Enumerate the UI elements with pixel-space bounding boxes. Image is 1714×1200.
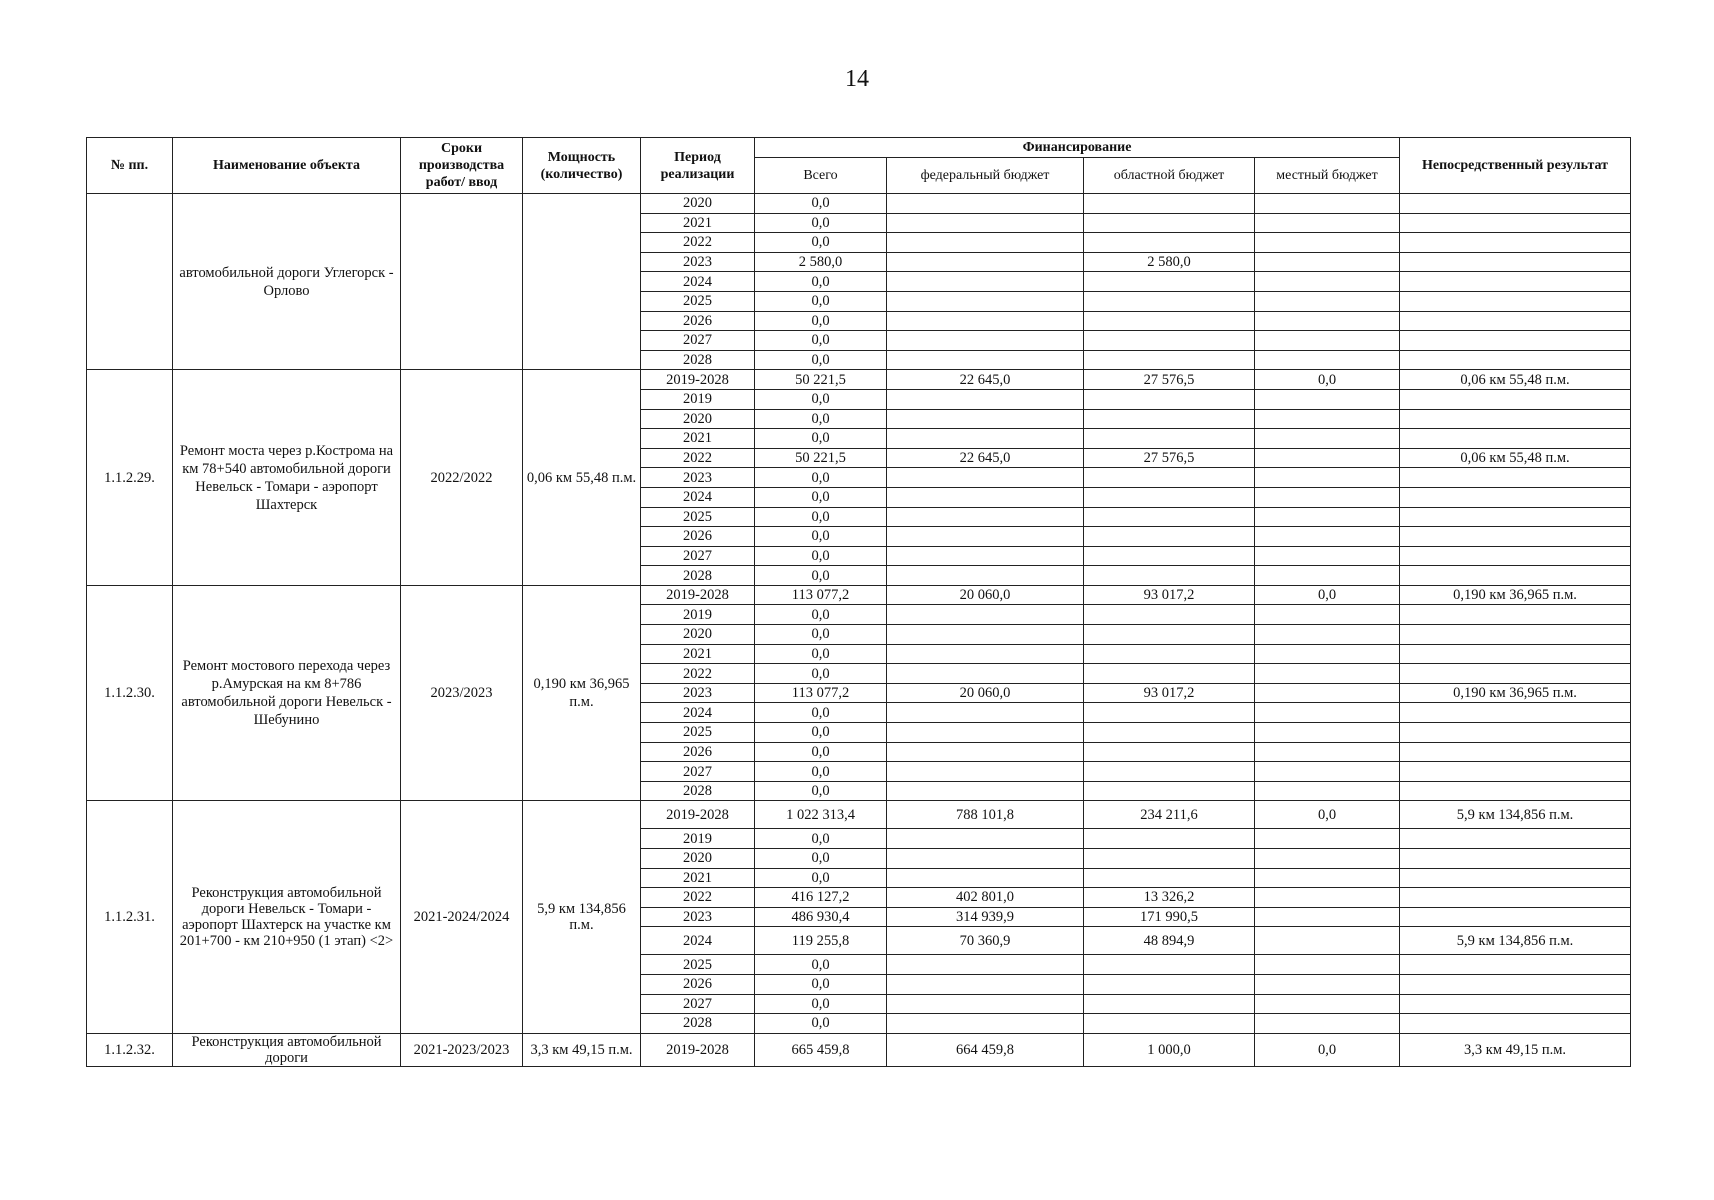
cell-local [1255,252,1400,272]
cell-local [1255,448,1400,468]
cell-result: 5,9 км 134,856 п.м. [1400,801,1631,829]
object-terms: 2022/2022 [401,370,523,586]
cell-period: 2027 [641,546,755,566]
table-body [87,194,1631,1067]
cell-result [1400,605,1631,625]
cell-period: 2019-2028 [641,1033,755,1066]
cell-total: 0,0 [755,429,887,449]
cell-period: 2027 [641,762,755,782]
header-regional: областной бюджет [1084,158,1255,194]
cell-total: 0,0 [755,194,887,214]
cell-regional [1084,625,1255,645]
cell-period: 2023 [641,252,755,272]
cell-result [1400,762,1631,782]
cell-period: 2028 [641,781,755,801]
cell-federal: 22 645,0 [887,448,1084,468]
cell-local [1255,468,1400,488]
cell-total: 0,0 [755,213,887,233]
cell-regional: 93 017,2 [1084,683,1255,703]
cell-total: 0,0 [755,664,887,684]
cell-local [1255,888,1400,908]
cell-result [1400,781,1631,801]
cell-federal [887,311,1084,331]
cell-local [1255,487,1400,507]
cell-federal [887,409,1084,429]
table-row [87,194,1631,214]
object-terms: 2023/2023 [401,585,523,801]
cell-period: 2020 [641,194,755,214]
cell-result [1400,974,1631,994]
cell-federal [887,664,1084,684]
cell-federal [887,350,1084,370]
cell-total: 0,0 [755,762,887,782]
cell-total: 0,0 [755,487,887,507]
table-row [87,585,1631,605]
object-capacity: 0,06 км 55,48 п.м. [523,370,641,586]
cell-result [1400,625,1631,645]
cell-local [1255,644,1400,664]
cell-total: 0,0 [755,566,887,586]
cell-result: 0,190 км 36,965 п.м. [1400,683,1631,703]
cell-total: 0,0 [755,291,887,311]
cell-result [1400,566,1631,586]
cell-regional [1084,664,1255,684]
cell-federal [887,605,1084,625]
cell-federal [887,389,1084,409]
cell-result [1400,742,1631,762]
cell-regional: 13 326,2 [1084,888,1255,908]
object-name: Реконструкция автомобильной дороги Невельск - Томари - аэропорт Шахтерск на участке км 201+700 - км 210+950 (1 этап) <2> [173,801,401,1033]
cell-federal [887,507,1084,527]
object-name: Реконструкция автомобильной дороги [173,1033,401,1066]
object-name: автомобильной дороги Углегорск - Орлово [173,194,401,370]
cell-local [1255,233,1400,253]
cell-federal [887,955,1084,975]
cell-local [1255,389,1400,409]
cell-period: 2023 [641,468,755,488]
cell-regional [1084,233,1255,253]
header-financing: Финансирование [755,138,1400,158]
cell-period: 2020 [641,849,755,869]
cell-regional: 93 017,2 [1084,585,1255,605]
cell-regional [1084,291,1255,311]
table-header [87,138,1631,194]
cell-federal [887,213,1084,233]
cell-result: 3,3 км 49,15 п.м. [1400,1033,1631,1066]
header-terms: Сроки производства работ/ ввод [401,138,523,194]
object-number: 1.1.2.31. [87,801,173,1033]
cell-regional: 48 894,9 [1084,927,1255,955]
cell-result: 0,06 км 55,48 п.м. [1400,448,1631,468]
cell-result [1400,487,1631,507]
cell-federal [887,487,1084,507]
cell-regional [1084,742,1255,762]
cell-local [1255,194,1400,214]
cell-total: 486 930,4 [755,907,887,927]
cell-regional [1084,644,1255,664]
cell-local [1255,1014,1400,1034]
cell-total: 0,0 [755,233,887,253]
cell-period: 2027 [641,994,755,1014]
cell-local [1255,927,1400,955]
cell-local [1255,703,1400,723]
cell-result [1400,507,1631,527]
cell-regional [1084,723,1255,743]
cell-result [1400,350,1631,370]
cell-regional: 2 580,0 [1084,252,1255,272]
header-name: Наименование объекта [173,138,401,194]
cell-federal [887,723,1084,743]
object-number: 1.1.2.32. [87,1033,173,1066]
cell-local [1255,742,1400,762]
cell-total: 0,0 [755,527,887,547]
table-row [87,370,1631,390]
cell-total: 0,0 [755,829,887,849]
cell-period: 2025 [641,723,755,743]
cell-period: 2021 [641,213,755,233]
cell-local [1255,868,1400,888]
cell-federal [887,291,1084,311]
cell-period: 2019-2028 [641,801,755,829]
object-capacity [523,194,641,370]
cell-total: 0,0 [755,1014,887,1034]
cell-local [1255,974,1400,994]
cell-federal: 20 060,0 [887,585,1084,605]
cell-local [1255,429,1400,449]
cell-federal: 314 939,9 [887,907,1084,927]
cell-period: 2021 [641,429,755,449]
page-number: 14 [845,66,869,92]
cell-federal [887,742,1084,762]
cell-regional [1084,703,1255,723]
object-number: 1.1.2.29. [87,370,173,586]
header-local: местный бюджет [1255,158,1400,194]
table-row [87,801,1631,829]
cell-result [1400,723,1631,743]
cell-total: 0,0 [755,605,887,625]
cell-federal: 70 360,9 [887,927,1084,955]
cell-local [1255,507,1400,527]
cell-period: 2024 [641,487,755,507]
cell-local [1255,272,1400,292]
cell-total: 50 221,5 [755,448,887,468]
cell-period: 2021 [641,644,755,664]
cell-federal [887,781,1084,801]
cell-result [1400,252,1631,272]
cell-total: 0,0 [755,468,887,488]
cell-regional [1084,849,1255,869]
cell-regional [1084,781,1255,801]
header-period: Период реализации [641,138,755,194]
cell-regional [1084,566,1255,586]
cell-regional [1084,272,1255,292]
cell-regional [1084,955,1255,975]
cell-federal [887,1014,1084,1034]
cell-federal: 788 101,8 [887,801,1084,829]
object-capacity: 5,9 км 134,856 п.м. [523,801,641,1033]
object-number: 1.1.2.30. [87,585,173,801]
cell-result: 5,9 км 134,856 п.м. [1400,927,1631,955]
cell-local [1255,955,1400,975]
cell-result [1400,868,1631,888]
cell-period: 2028 [641,566,755,586]
cell-total: 113 077,2 [755,585,887,605]
cell-total: 0,0 [755,272,887,292]
cell-regional: 27 576,5 [1084,370,1255,390]
cell-result [1400,468,1631,488]
cell-federal [887,644,1084,664]
cell-total: 113 077,2 [755,683,887,703]
header-federal: федеральный бюджет [887,158,1084,194]
cell-period: 2025 [641,507,755,527]
object-terms: 2021-2023/2023 [401,1033,523,1066]
cell-local [1255,994,1400,1014]
cell-regional [1084,994,1255,1014]
cell-period: 2022 [641,888,755,908]
cell-local: 0,0 [1255,370,1400,390]
cell-local: 0,0 [1255,801,1400,829]
cell-federal [887,974,1084,994]
cell-local [1255,907,1400,927]
cell-total: 0,0 [755,625,887,645]
cell-local [1255,291,1400,311]
cell-result [1400,311,1631,331]
cell-federal [887,429,1084,449]
cell-federal [887,829,1084,849]
cell-period: 2022 [641,448,755,468]
cell-regional [1084,868,1255,888]
cell-federal: 22 645,0 [887,370,1084,390]
cell-result [1400,829,1631,849]
cell-period: 2024 [641,927,755,955]
cell-regional [1084,507,1255,527]
cell-period: 2021 [641,868,755,888]
cell-period: 2028 [641,1014,755,1034]
cell-result [1400,389,1631,409]
cell-period: 2025 [641,955,755,975]
cell-regional [1084,487,1255,507]
cell-regional [1084,389,1255,409]
cell-total: 2 580,0 [755,252,887,272]
cell-regional [1084,213,1255,233]
cell-local [1255,849,1400,869]
cell-period: 2023 [641,907,755,927]
cell-result [1400,703,1631,723]
cell-total: 0,0 [755,849,887,869]
cell-local [1255,781,1400,801]
cell-federal [887,233,1084,253]
cell-result [1400,664,1631,684]
object-terms [401,194,523,370]
cell-result [1400,213,1631,233]
cell-regional [1084,429,1255,449]
cell-result: 0,06 км 55,48 п.м. [1400,370,1631,390]
cell-result [1400,194,1631,214]
cell-period: 2024 [641,703,755,723]
object-terms: 2021-2024/2024 [401,801,523,1033]
cell-total: 0,0 [755,546,887,566]
cell-local [1255,723,1400,743]
cell-federal: 20 060,0 [887,683,1084,703]
cell-result [1400,233,1631,253]
cell-local [1255,664,1400,684]
cell-federal [887,868,1084,888]
cell-result [1400,955,1631,975]
cell-total: 119 255,8 [755,927,887,955]
header-num: № пп. [87,138,173,194]
cell-total: 0,0 [755,644,887,664]
cell-period: 2025 [641,291,755,311]
cell-regional [1084,331,1255,351]
cell-total: 0,0 [755,974,887,994]
cell-period: 2026 [641,742,755,762]
cell-federal [887,703,1084,723]
cell-federal [887,331,1084,351]
object-name: Ремонт мостового перехода через р.Амурская на км 8+786 автомобильной дороги Невельск - Шебунино [173,585,401,801]
cell-federal: 402 801,0 [887,888,1084,908]
cell-local [1255,605,1400,625]
cell-period: 2020 [641,409,755,429]
cell-regional [1084,974,1255,994]
cell-period: 2019-2028 [641,585,755,605]
cell-period: 2028 [641,350,755,370]
cell-federal [887,762,1084,782]
cell-total: 0,0 [755,955,887,975]
cell-period: 2026 [641,527,755,547]
cell-regional [1084,546,1255,566]
cell-regional [1084,350,1255,370]
cell-local [1255,350,1400,370]
cell-period: 2022 [641,664,755,684]
cell-result [1400,331,1631,351]
cell-local [1255,625,1400,645]
cell-period: 2019 [641,829,755,849]
object-capacity: 0,190 км 36,965 п.м. [523,585,641,801]
cell-regional: 234 211,6 [1084,801,1255,829]
cell-total: 50 221,5 [755,370,887,390]
cell-total: 0,0 [755,994,887,1014]
cell-federal [887,252,1084,272]
cell-local [1255,683,1400,703]
cell-federal: 664 459,8 [887,1033,1084,1066]
cell-result [1400,527,1631,547]
cell-period: 2022 [641,233,755,253]
cell-period: 2024 [641,272,755,292]
cell-result [1400,849,1631,869]
cell-period: 2020 [641,625,755,645]
cell-total: 0,0 [755,311,887,331]
cell-local [1255,331,1400,351]
cell-local [1255,527,1400,547]
cell-local [1255,546,1400,566]
cell-regional [1084,311,1255,331]
object-capacity: 3,3 км 49,15 п.м. [523,1033,641,1066]
cell-period: 2019 [641,605,755,625]
cell-total: 0,0 [755,409,887,429]
cell-federal [887,468,1084,488]
cell-federal [887,994,1084,1014]
cell-result [1400,546,1631,566]
cell-total: 1 022 313,4 [755,801,887,829]
cell-period: 2027 [641,331,755,351]
cell-total: 0,0 [755,723,887,743]
cell-period: 2019-2028 [641,370,755,390]
cell-local [1255,409,1400,429]
cell-period: 2026 [641,311,755,331]
cell-federal [887,546,1084,566]
cell-result [1400,409,1631,429]
cell-result [1400,291,1631,311]
cell-regional [1084,468,1255,488]
cell-federal [887,849,1084,869]
cell-regional: 1 000,0 [1084,1033,1255,1066]
cell-regional: 27 576,5 [1084,448,1255,468]
cell-local [1255,829,1400,849]
cell-regional [1084,409,1255,429]
financing-table [86,137,1631,1067]
cell-regional [1084,762,1255,782]
cell-total: 665 459,8 [755,1033,887,1066]
cell-result [1400,1014,1631,1034]
cell-period: 2026 [641,974,755,994]
header-result: Непосредственный результат [1400,138,1631,194]
cell-result [1400,644,1631,664]
table-row [87,1033,1631,1066]
cell-total: 0,0 [755,868,887,888]
cell-regional [1084,194,1255,214]
cell-total: 0,0 [755,331,887,351]
cell-federal [887,194,1084,214]
header-total: Всего [755,158,887,194]
cell-total: 0,0 [755,781,887,801]
cell-total: 0,0 [755,507,887,527]
cell-regional [1084,605,1255,625]
cell-federal [887,527,1084,547]
cell-period: 2023 [641,683,755,703]
cell-local: 0,0 [1255,1033,1400,1066]
cell-result [1400,888,1631,908]
cell-regional: 171 990,5 [1084,907,1255,927]
cell-period: 2019 [641,389,755,409]
cell-result: 0,190 км 36,965 п.м. [1400,585,1631,605]
object-name: Ремонт моста через р.Кострома на км 78+540 автомобильной дороги Невельск - Томари - аэропорт Шахтерск [173,370,401,586]
cell-federal [887,625,1084,645]
cell-total: 0,0 [755,350,887,370]
cell-local [1255,566,1400,586]
header-capacity: Мощность (количество) [523,138,641,194]
cell-total: 0,0 [755,742,887,762]
cell-local: 0,0 [1255,585,1400,605]
cell-result [1400,994,1631,1014]
cell-regional [1084,829,1255,849]
cell-local [1255,213,1400,233]
cell-total: 0,0 [755,389,887,409]
cell-result [1400,429,1631,449]
cell-local [1255,311,1400,331]
object-number [87,194,173,370]
cell-regional [1084,527,1255,547]
cell-total: 416 127,2 [755,888,887,908]
cell-result [1400,272,1631,292]
cell-local [1255,762,1400,782]
cell-federal [887,272,1084,292]
cell-federal [887,566,1084,586]
cell-result [1400,907,1631,927]
cell-total: 0,0 [755,703,887,723]
cell-regional [1084,1014,1255,1034]
